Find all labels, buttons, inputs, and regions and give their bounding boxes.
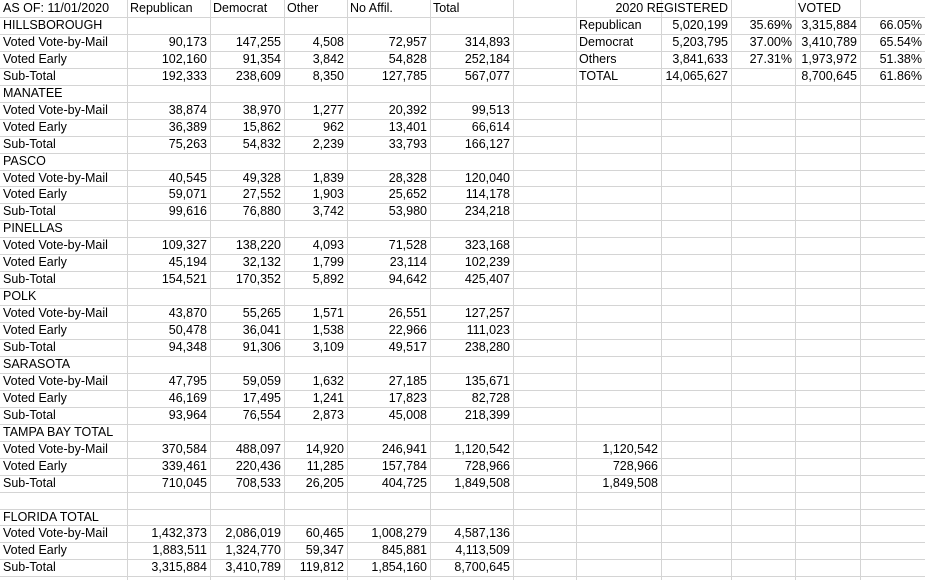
- summary-registered-pct-cell[interactable]: 35.69%: [749, 18, 792, 32]
- value-cell-republican[interactable]: 339,461: [161, 459, 207, 473]
- tampa-bay-total-copy-cell[interactable]: 1,120,542: [602, 442, 658, 456]
- value-cell-total[interactable]: 66,614: [471, 120, 510, 134]
- value-cell-republican[interactable]: 102,160: [161, 52, 207, 66]
- value-cell-republican[interactable]: 38,874: [168, 103, 207, 117]
- column-gridline: [513, 0, 514, 580]
- value-cell-democrat[interactable]: 54,832: [242, 137, 281, 151]
- value-cell-total[interactable]: 4,113,509: [455, 543, 510, 557]
- value-cell-other[interactable]: 1,839: [312, 171, 344, 185]
- value-cell-total[interactable]: 99,513: [471, 103, 510, 117]
- summary-registered-cell[interactable]: 3,841,633: [672, 52, 728, 66]
- row-label-cell[interactable]: Voted Early: [3, 323, 67, 337]
- value-cell-republican[interactable]: 59,071: [168, 187, 207, 201]
- value-cell-other[interactable]: 14,920: [305, 442, 344, 456]
- value-cell-other[interactable]: 3,842: [312, 52, 344, 66]
- summary-voted-cell[interactable]: 1,973,972: [801, 52, 857, 66]
- value-cell-democrat[interactable]: 170,352: [235, 272, 281, 286]
- value-cell-democrat[interactable]: 36,041: [242, 323, 281, 337]
- value-cell-other[interactable]: 4,093: [312, 238, 344, 252]
- summary-voted-pct-cell[interactable]: 66.05%: [879, 18, 922, 32]
- value-cell-no-affil[interactable]: 71,528: [388, 238, 427, 252]
- summary-voted-cell[interactable]: 8,700,645: [801, 69, 857, 83]
- value-cell-other[interactable]: 11,285: [306, 459, 344, 473]
- county-header-cell[interactable]: TAMPA BAY TOTAL: [3, 425, 114, 439]
- value-cell-democrat[interactable]: 138,220: [235, 238, 281, 252]
- value-cell-no-affil[interactable]: 28,328: [388, 171, 427, 185]
- column-header-republican[interactable]: Republican: [130, 1, 193, 15]
- column-gridline: [430, 0, 431, 580]
- row-label-cell[interactable]: Voted Vote-by-Mail: [3, 526, 108, 540]
- value-cell-no-affil[interactable]: 20,392: [388, 103, 427, 117]
- row-label-cell[interactable]: Voted Early: [3, 543, 67, 557]
- value-cell-other[interactable]: 3,742: [312, 204, 344, 218]
- value-cell-democrat[interactable]: 15,862: [242, 120, 281, 134]
- column-gridline: [210, 0, 211, 580]
- summary-registered-pct-cell[interactable]: 27.31%: [749, 52, 792, 66]
- value-cell-other[interactable]: 2,239: [312, 137, 344, 151]
- row-label-cell[interactable]: Sub-Total: [3, 408, 56, 422]
- value-cell-republican[interactable]: 75,263: [168, 137, 207, 151]
- summary-registered-pct-cell[interactable]: 37.00%: [749, 35, 792, 49]
- value-cell-other[interactable]: 3,109: [312, 340, 344, 354]
- voted-header[interactable]: VOTED: [798, 1, 842, 15]
- value-cell-democrat[interactable]: 27,552: [242, 187, 281, 201]
- value-cell-democrat[interactable]: 17,495: [242, 391, 281, 405]
- row-label-cell[interactable]: Sub-Total: [3, 137, 56, 151]
- column-gridline: [284, 0, 285, 580]
- value-cell-democrat[interactable]: 147,255: [235, 35, 281, 49]
- value-cell-democrat[interactable]: 238,609: [235, 69, 281, 83]
- value-cell-no-affil[interactable]: 404,725: [381, 476, 427, 490]
- row-label-cell[interactable]: Voted Vote-by-Mail: [3, 374, 108, 388]
- value-cell-total[interactable]: 111,023: [466, 323, 510, 337]
- value-cell-other[interactable]: 8,350: [312, 69, 344, 83]
- row-label-cell[interactable]: Voted Vote-by-Mail: [3, 238, 108, 252]
- value-cell-other[interactable]: 1,277: [312, 103, 344, 117]
- row-gridline: [0, 492, 925, 493]
- value-cell-republican[interactable]: 370,584: [161, 442, 207, 456]
- value-cell-republican[interactable]: 47,795: [168, 374, 207, 388]
- row-gridline: [0, 576, 925, 577]
- value-cell-republican[interactable]: 3,315,884: [151, 560, 207, 574]
- row-label-cell[interactable]: Voted Vote-by-Mail: [3, 442, 108, 456]
- value-cell-democrat[interactable]: 32,132: [242, 255, 281, 269]
- value-cell-democrat[interactable]: 488,097: [235, 442, 281, 456]
- value-cell-no-affil[interactable]: 53,980: [388, 204, 427, 218]
- row-label-cell[interactable]: Voted Early: [3, 120, 67, 134]
- value-cell-democrat[interactable]: 76,554: [242, 408, 281, 422]
- value-cell-no-affil[interactable]: 27,185: [388, 374, 427, 388]
- value-cell-other[interactable]: 5,892: [312, 272, 344, 286]
- value-cell-republican[interactable]: 1,883,511: [152, 543, 207, 557]
- column-header-total[interactable]: Total: [433, 1, 460, 15]
- value-cell-total[interactable]: 234,218: [464, 204, 510, 218]
- value-cell-democrat[interactable]: 2,086,019: [225, 526, 281, 540]
- value-cell-total[interactable]: 218,399: [464, 408, 510, 422]
- value-cell-republican[interactable]: 154,521: [161, 272, 207, 286]
- county-header-cell[interactable]: PASCO: [3, 154, 46, 168]
- summary-voted-cell[interactable]: 3,315,884: [801, 18, 857, 32]
- value-cell-total[interactable]: 135,671: [464, 374, 510, 388]
- row-label-cell[interactable]: Voted Early: [3, 52, 67, 66]
- value-cell-democrat[interactable]: 49,328: [242, 171, 281, 185]
- column-gridline: [347, 0, 348, 580]
- value-cell-democrat[interactable]: 76,880: [242, 204, 281, 218]
- value-cell-other[interactable]: 1,538: [312, 323, 344, 337]
- column-header-no-affil[interactable]: No Affil.: [350, 1, 393, 15]
- county-header-cell[interactable]: FLORIDA TOTAL: [3, 510, 99, 524]
- row-label-cell[interactable]: Voted Vote-by-Mail: [3, 103, 108, 117]
- column-gridline: [576, 0, 577, 580]
- value-cell-total[interactable]: 314,893: [464, 35, 510, 49]
- value-cell-total[interactable]: 114,178: [465, 187, 510, 201]
- value-cell-other[interactable]: 59,347: [305, 543, 344, 557]
- value-cell-other[interactable]: 962: [323, 120, 344, 134]
- as-of-date-cell[interactable]: AS OF: 11/01/2020: [3, 1, 110, 15]
- summary-registered-cell[interactable]: 5,020,199: [672, 18, 728, 32]
- value-cell-total[interactable]: 4,587,136: [454, 526, 510, 540]
- summary-registered-pct-cell[interactable]: [731, 68, 795, 85]
- value-cell-total[interactable]: 728,966: [464, 459, 510, 473]
- row-label-cell[interactable]: Voted Vote-by-Mail: [3, 171, 108, 185]
- value-cell-no-affil[interactable]: 845,881: [381, 543, 427, 557]
- value-cell-democrat[interactable]: 91,354: [242, 52, 281, 66]
- value-cell-no-affil[interactable]: 72,957: [388, 35, 427, 49]
- value-cell-democrat[interactable]: 38,970: [242, 103, 281, 117]
- value-cell-no-affil[interactable]: 157,784: [381, 459, 427, 473]
- value-cell-total[interactable]: 238,280: [464, 340, 510, 354]
- value-cell-no-affil[interactable]: 246,941: [381, 442, 427, 456]
- row-label-cell[interactable]: Voted Early: [3, 391, 67, 405]
- value-cell-other[interactable]: 4,508: [312, 35, 344, 49]
- row-label-cell[interactable]: Sub-Total: [3, 560, 56, 574]
- row-label-cell[interactable]: Voted Early: [3, 255, 67, 269]
- value-cell-total[interactable]: 323,168: [464, 238, 510, 252]
- summary-voted-pct-cell[interactable]: 61.86%: [879, 69, 922, 83]
- county-header-cell[interactable]: MANATEE: [3, 86, 63, 100]
- value-cell-other[interactable]: 119,812: [299, 560, 344, 574]
- value-cell-republican[interactable]: 99,616: [168, 204, 207, 218]
- county-header-cell[interactable]: HILLSBOROUGH: [3, 18, 103, 32]
- value-cell-total[interactable]: 1,120,542: [454, 442, 510, 456]
- value-cell-no-affil[interactable]: 23,114: [389, 255, 427, 269]
- value-cell-republican[interactable]: 93,964: [168, 408, 207, 422]
- summary-registered-cell[interactable]: 5,203,795: [672, 35, 728, 49]
- county-header-cell[interactable]: POLK: [3, 289, 37, 303]
- value-cell-democrat[interactable]: 91,306: [242, 340, 281, 354]
- value-cell-no-affil[interactable]: 54,828: [388, 52, 427, 66]
- value-cell-no-affil[interactable]: 17,823: [388, 391, 427, 405]
- value-cell-no-affil[interactable]: 94,642: [388, 272, 427, 286]
- value-cell-other[interactable]: 60,465: [305, 526, 344, 540]
- summary-party-cell[interactable]: Others: [579, 52, 617, 66]
- value-cell-republican[interactable]: 50,478: [168, 323, 207, 337]
- summary-party-cell[interactable]: Democrat: [579, 35, 634, 49]
- value-cell-no-affil[interactable]: 127,785: [381, 69, 427, 83]
- value-cell-republican[interactable]: 710,045: [161, 476, 207, 490]
- value-cell-republican[interactable]: 1,432,373: [151, 526, 207, 540]
- column-header-democrat[interactable]: Democrat: [213, 1, 268, 15]
- value-cell-total[interactable]: 252,184: [464, 52, 510, 66]
- value-cell-other[interactable]: 1,571: [312, 306, 344, 320]
- value-cell-total[interactable]: 127,257: [464, 306, 510, 320]
- summary-voted-pct-cell[interactable]: 51.38%: [879, 52, 922, 66]
- value-cell-total[interactable]: 567,077: [464, 69, 510, 83]
- value-cell-total[interactable]: 82,728: [471, 391, 510, 405]
- value-cell-no-affil[interactable]: 49,517: [388, 340, 427, 354]
- county-header-cell[interactable]: SARASOTA: [3, 357, 71, 371]
- value-cell-republican[interactable]: 94,348: [168, 340, 207, 354]
- value-cell-no-affil[interactable]: 45,008: [388, 408, 427, 422]
- value-cell-other[interactable]: 1,632: [312, 374, 344, 388]
- value-cell-democrat[interactable]: 59,059: [242, 374, 281, 388]
- value-cell-other[interactable]: 1,799: [312, 255, 344, 269]
- value-cell-no-affil[interactable]: 13,401: [388, 120, 427, 134]
- value-cell-republican[interactable]: 109,327: [161, 238, 207, 252]
- registered-header[interactable]: 2020 REGISTERED: [615, 1, 728, 15]
- value-cell-no-affil[interactable]: 1,854,160: [371, 560, 427, 574]
- value-cell-democrat[interactable]: 708,533: [235, 476, 281, 490]
- value-cell-total[interactable]: 425,407: [464, 272, 510, 286]
- value-cell-total[interactable]: 8,700,645: [454, 560, 510, 574]
- value-cell-no-affil[interactable]: 26,551: [388, 306, 427, 320]
- value-cell-other[interactable]: 1,903: [312, 187, 344, 201]
- value-cell-no-affil[interactable]: 25,652: [388, 187, 427, 201]
- value-cell-republican[interactable]: 36,389: [168, 120, 207, 134]
- value-cell-republican[interactable]: 192,333: [161, 69, 207, 83]
- column-gridline: [860, 0, 861, 580]
- row-label-cell[interactable]: Sub-Total: [3, 476, 56, 490]
- row-label-cell[interactable]: Sub-Total: [3, 340, 56, 354]
- summary-registered-cell[interactable]: 14,065,627: [665, 69, 728, 83]
- value-cell-democrat[interactable]: 55,265: [242, 306, 281, 320]
- value-cell-democrat[interactable]: 220,436: [235, 459, 281, 473]
- tampa-bay-total-copy-cell[interactable]: 1,849,508: [602, 476, 658, 490]
- value-cell-democrat[interactable]: 1,324,770: [225, 543, 281, 557]
- value-cell-total[interactable]: 1,849,508: [454, 476, 510, 490]
- value-cell-other[interactable]: 26,205: [305, 476, 344, 490]
- value-cell-no-affil[interactable]: 1,008,279: [371, 526, 427, 540]
- county-header-cell[interactable]: PINELLAS: [3, 221, 63, 235]
- summary-voted-pct-cell[interactable]: 65.54%: [879, 35, 922, 49]
- value-cell-democrat[interactable]: 3,410,789: [225, 560, 281, 574]
- summary-voted-cell[interactable]: 3,410,789: [801, 35, 857, 49]
- column-gridline: [661, 0, 662, 580]
- summary-party-cell[interactable]: TOTAL: [579, 69, 619, 83]
- column-gridline: [795, 0, 796, 580]
- column-gridline: [731, 0, 732, 580]
- value-cell-no-affil[interactable]: 22,966: [388, 323, 427, 337]
- row-label-cell[interactable]: Voted Vote-by-Mail: [3, 306, 108, 320]
- row-label-cell[interactable]: Voted Early: [3, 187, 67, 201]
- value-cell-republican[interactable]: 43,870: [168, 306, 207, 320]
- row-label-cell[interactable]: Voted Vote-by-Mail: [3, 35, 108, 49]
- value-cell-republican[interactable]: 90,173: [168, 35, 207, 49]
- value-cell-republican[interactable]: 40,545: [168, 171, 207, 185]
- value-cell-total[interactable]: 120,040: [464, 171, 510, 185]
- value-cell-republican[interactable]: 46,169: [168, 391, 207, 405]
- value-cell-total[interactable]: 102,239: [464, 255, 510, 269]
- row-label-cell[interactable]: Sub-Total: [3, 272, 56, 286]
- summary-party-cell[interactable]: Republican: [579, 18, 642, 32]
- row-label-cell[interactable]: Sub-Total: [3, 204, 56, 218]
- value-cell-republican[interactable]: 45,194: [168, 255, 207, 269]
- value-cell-other[interactable]: 1,241: [312, 391, 344, 405]
- value-cell-no-affil[interactable]: 33,793: [388, 137, 427, 151]
- tampa-bay-total-copy-cell[interactable]: 728,966: [612, 459, 658, 473]
- value-cell-total[interactable]: 166,127: [464, 137, 510, 151]
- row-label-cell[interactable]: Voted Early: [3, 459, 67, 473]
- value-cell-other[interactable]: 2,873: [312, 408, 344, 422]
- column-header-other[interactable]: Other: [287, 1, 319, 15]
- row-label-cell[interactable]: Sub-Total: [3, 69, 56, 83]
